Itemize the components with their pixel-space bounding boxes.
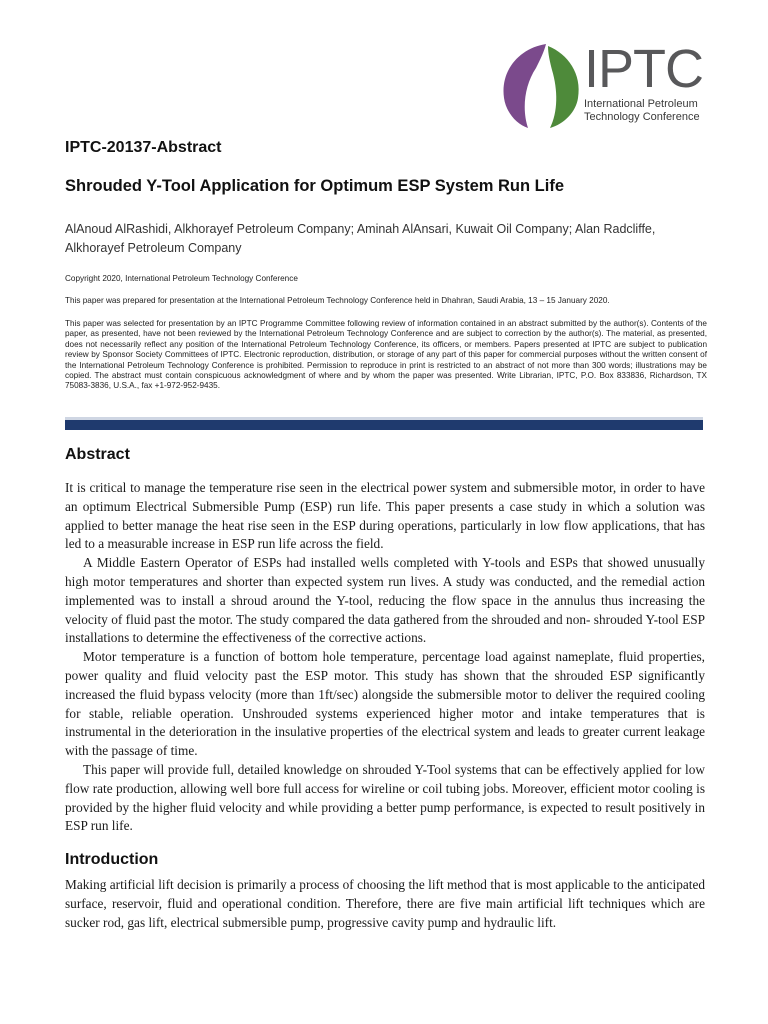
logo-subtitle-line2: Technology Conference	[584, 110, 700, 123]
divider-bar	[65, 420, 703, 430]
abstract-body	[65, 479, 705, 836]
abstract-heading: Abstract	[65, 446, 130, 463]
introduction-paragraph: Making artificial lift decision is primarily a process of choosing the lift method that is most applicable to the anticipated surface, reservoir, fluid and operational condition. Therefore, there are five main artificial lift techniques which are sucker rod, gas lift, electrical submersible pump, progressive cavity pump and hydraulic lift.	[65, 877, 705, 930]
paper-title: Shrouded Y-Tool Application for Optimum ESP System Run Life	[65, 177, 565, 195]
abstract-paragraph: This paper will provide full, detailed knowledge on shrouded Y-Tool systems that can be effectively applied for low flow rate production, allowing well bore full access for wireline or coil tubing jobs. Moreover, efficient motor cooling is provided by the higher fluid velocity and while providing a better pump performance, is expected to result positively in ESP run life.	[65, 761, 705, 834]
paper-id: IPTC-20137-Abstract	[65, 139, 222, 156]
authors: AlAnoud AlRashidi, Alkhorayef Petroleum Company; Aminah AlAnsari, Kuwait Oil Company; Alan Radcliffe, Alkhorayef Petroleum Company	[65, 222, 656, 255]
abstract-paragraph: It is critical to manage the temperature rise seen in the electrical power system and submersible motor, in order to have an optimum Electrical Submersible Pump (ESP) run life. This paper presents a case study in which a solution was applied to better manage the heat rise seen in the ESP during operations, particularly in low flow applications, that has led to a measurable increase in ESP run life across the field.	[65, 480, 705, 552]
abstract-paragraph: A Middle Eastern Operator of ESPs had installed wells completed with Y-tools and ESPs that showed unusually high motor temperatures and shorter than expected system run lives. A study was conducted, and the remedial action implemented was to install a shroud around the Y-tool, reducing the flow space in the annulus thus increasing the velocity of fluid past the motor. The study compared the data gathered from the shrouded and non- shrouded Y-tool ESP installations to determine the effectiveness of the corrective actions.	[65, 555, 705, 646]
logo-subtitle	[584, 98, 700, 123]
presentation-note: This paper was prepared for presentation at the International Petroleum Technology Conference held in Dhahran, Saudi Arabia, 13 – 15 January 2020.	[65, 296, 610, 305]
disclaimer: This paper was selected for presentation by an IPTC Programme Committee following review of information contained in an abstract submitted by the author(s). Contents of the paper, as presented, have not been reviewed by the International Petroleum Technology Conference and are subject to correction by the author(s). The material, as presented, does not necessarily reflect any position of the International Petroleum Technology Conference, its officers, or members. Papers presented at IPTC are subject to publication review by Sponsor Society Committees of IPTC. Electronic reproduction, distribution, or storage of any part of this paper for commercial purposes without the written consent of the International Petroleum Technology Conference is prohibited. Permission to reproduce in print is restricted to an abstract of not more than 300 words; illustrations may be copied. The abstract must contain conspicuous acknowledgment of where and by whom the paper was presented. Write Librarian, IPTC, P.O. Box 833836, Richardson, TX 75083-3836, U.S.A., fax +1-972-952-9435.	[65, 319, 707, 391]
introduction-heading: Introduction	[65, 851, 159, 868]
abstract-paragraph: Motor temperature is a function of bottom hole temperature, percentage load against nameplate, fluid properties, power quality and fluid velocity past the ESP motor. This study has shown that the shrouded ESP significantly increased the fluid bypass velocity (more than 1ft/sec) alongside the submersible motor to deliver the required cooling for stable, reliable operation. Unshrouded systems experienced higher motor and intake temperatures that is instrumental in the deterioration in the insulative properties of the electrical system and leads to greater current leakage with the passage of time.	[65, 649, 705, 759]
introduction-body	[65, 876, 705, 932]
logo-subtitle-line1: International Petroleum	[584, 98, 698, 110]
copyright-notice: Copyright 2020, International Petroleum Technology Conference	[65, 274, 298, 283]
logo-wordmark: IPTC	[584, 39, 704, 99]
